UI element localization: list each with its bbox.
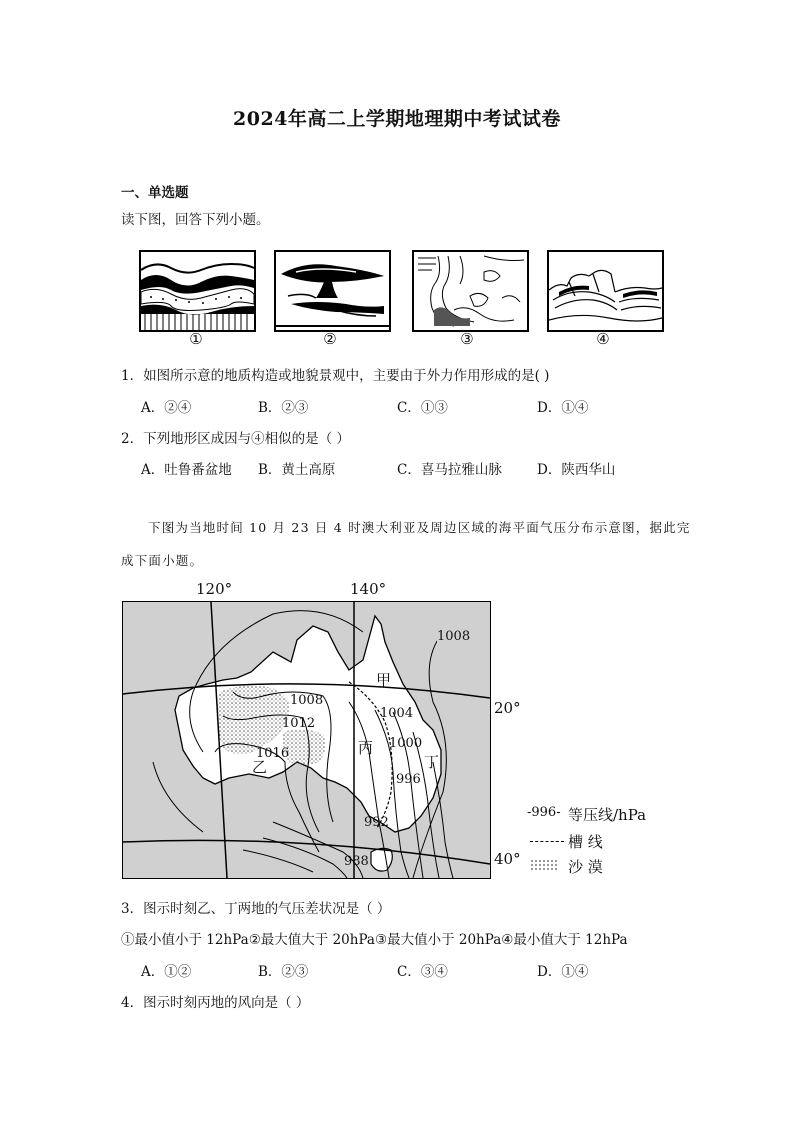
isobar-label-988: 988: [344, 854, 369, 869]
isobar-label-1000: 1000: [389, 736, 423, 751]
pressure-map: [122, 601, 491, 879]
q2-option-b[interactable]: B．黄土高原: [258, 462, 336, 478]
question-3-stem: 3．图示时刻乙、丁两地的气压差状况是（ ）: [121, 901, 391, 917]
diagram-2-label: ②: [323, 330, 337, 348]
lon-label-120: 120°: [196, 580, 233, 598]
legend-isobar-label: 等压线/hPa: [568, 806, 647, 824]
diagram-3-contour-landform: [412, 250, 529, 332]
isobar-label-996: 996: [396, 772, 421, 787]
q3-option-a[interactable]: A．①②: [141, 964, 192, 980]
diagram-4-label: ④: [596, 330, 610, 348]
isobar-label-992: 992: [364, 815, 389, 830]
q1-option-d[interactable]: D．①④: [537, 400, 589, 416]
legend-desert-symbol: [530, 859, 558, 871]
q1-option-c[interactable]: C．①③: [397, 400, 448, 416]
tasmania: [371, 848, 392, 871]
page-title: 2024年高二上学期地理期中考试试卷: [233, 108, 561, 130]
q3-option-d[interactable]: D．①④: [537, 964, 589, 980]
q3-option-b[interactable]: B．②③: [258, 964, 309, 980]
section-heading: 一、单选题: [121, 185, 189, 201]
place-label-jia: 甲: [376, 671, 392, 689]
diagram-2-mushroom-rock: [274, 250, 391, 332]
q3-option-c[interactable]: C．③④: [397, 964, 448, 980]
map-intro-line-1: 下图为当地时间 10 月 23 日 4 时澳大利亚及周边区域的海平面气压分布示意图，据此完: [148, 520, 691, 535]
lat-label-40: 40°: [494, 850, 521, 868]
question-3-statements: ①最小值小于 12hPa②最大值大于 20hPa③最大值小于 20hPa④最小值大于 12hPa: [121, 932, 628, 948]
q1-option-a[interactable]: A．②④: [141, 400, 192, 416]
diagram-4-fault-block: [547, 250, 664, 332]
isobar-label-1012: 1012: [282, 716, 316, 731]
place-label-yi: 乙: [252, 758, 268, 776]
question-2-stem: 2．下列地形区成因与④相似的是（ ）: [121, 431, 350, 447]
diagram-1-label: ①: [189, 330, 203, 348]
lon-label-140: 140°: [350, 580, 387, 598]
place-label-ding: 丁: [424, 753, 440, 771]
question-4-stem: 4．图示时刻丙地的风向是（ ）: [121, 995, 310, 1011]
q2-option-c[interactable]: C．喜马拉雅山脉: [397, 462, 502, 478]
section-intro: 读下图，回答下列小题。: [121, 212, 270, 228]
legend-isobar-sample: -996-: [527, 805, 561, 820]
isobar-label-1004: 1004: [380, 706, 414, 721]
map-intro-line-2: 成下面小题。: [121, 553, 204, 568]
isobar-label-1008: 1008: [290, 693, 324, 708]
isobar-label-1008-ne: 1008: [437, 629, 471, 644]
diagram-1-folded-strata: [139, 250, 256, 332]
q2-option-a[interactable]: A．吐鲁番盆地: [141, 462, 232, 478]
legend-trough-symbol: [530, 841, 564, 842]
q2-option-d[interactable]: D．陕西华山: [537, 462, 616, 478]
question-1-stem: 1．如图所示意的地质构造或地貌景观中，主要由于外力作用形成的是( ): [121, 368, 550, 384]
diagram-3-label: ③: [460, 330, 474, 348]
lat-label-20: 20°: [494, 699, 521, 717]
legend-desert-label: 沙 漠: [568, 858, 603, 876]
isobar-label-1016: 1016: [256, 746, 290, 761]
q1-option-b[interactable]: B．②③: [258, 400, 309, 416]
legend-trough-label: 槽 线: [568, 833, 603, 851]
place-label-bing: 丙: [358, 739, 374, 757]
